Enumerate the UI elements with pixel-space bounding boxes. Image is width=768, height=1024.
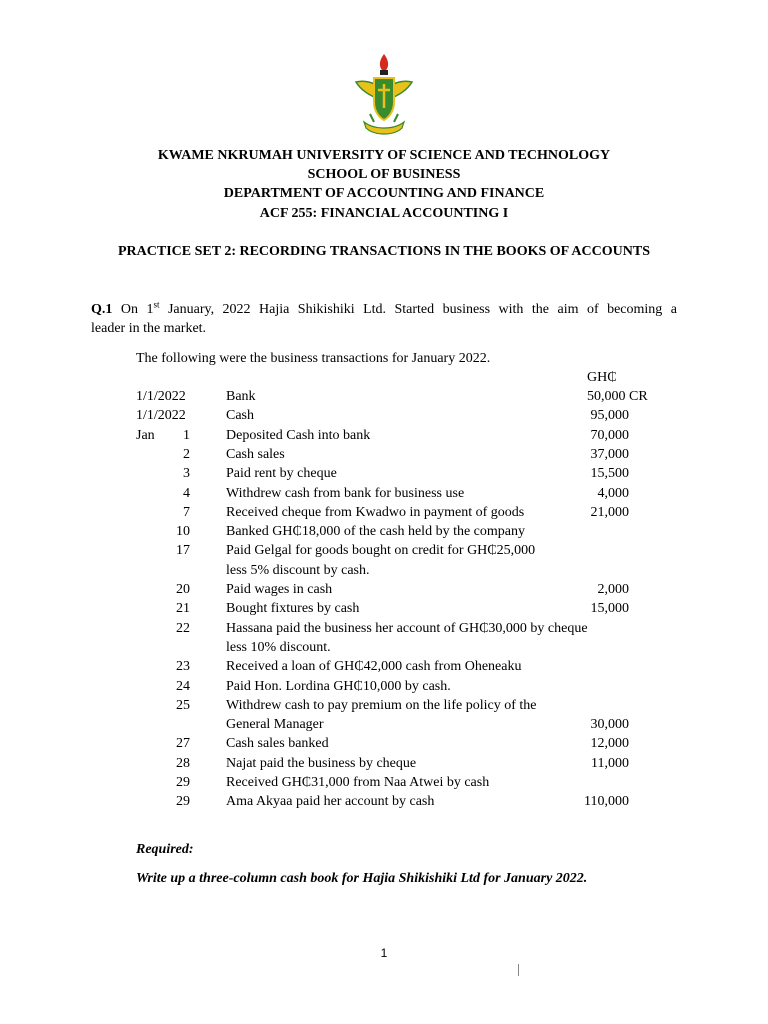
transaction-amount: 95,000 <box>590 408 629 424</box>
school-name: SCHOOL OF BUSINESS <box>307 167 461 182</box>
transaction-row <box>0 734 768 753</box>
transaction-day: 2 <box>183 446 190 462</box>
transaction-row <box>0 619 768 638</box>
transaction-description: Paid wages in cash <box>226 582 333 597</box>
transaction-day: 4 <box>183 485 190 501</box>
transaction-day: 17 <box>176 543 190 559</box>
practice-set-title: PRACTICE SET 2: RECORDING TRANSACTIONS IN THE BOOKS OF ACCOUNTS <box>118 244 650 259</box>
transaction-day: 27 <box>176 736 190 752</box>
transaction-description: Hassana paid the business her account of GH₵30,000 by cheque <box>226 620 588 636</box>
transaction-row <box>0 406 768 425</box>
transaction-row <box>0 599 768 618</box>
required-label: Required: <box>136 842 194 857</box>
transaction-row <box>0 561 768 580</box>
transaction-row <box>0 754 768 773</box>
transaction-amount: 15,000 <box>590 601 629 617</box>
transaction-amount: 21,000 <box>590 504 629 520</box>
transaction-amount: 37,000 <box>590 446 629 462</box>
transaction-day: 20 <box>176 582 190 597</box>
transaction-date: Jan <box>136 427 155 443</box>
department-name: DEPARTMENT OF ACCOUNTING AND FINANCE <box>223 186 545 201</box>
transaction-row <box>0 484 768 503</box>
transaction-date: 1/1/2022 <box>136 408 186 424</box>
transaction-description: Cash <box>226 408 254 424</box>
transaction-day: 24 <box>176 678 190 694</box>
transaction-amount: 2,000 <box>597 582 629 597</box>
transaction-row <box>0 638 768 657</box>
transaction-description: Received cheque from Kwadwo in payment of goods <box>226 504 525 520</box>
transaction-row <box>0 715 768 734</box>
transaction-row <box>0 773 768 792</box>
transaction-row <box>0 580 768 599</box>
transaction-description: Paid rent by cheque <box>226 466 337 482</box>
transaction-row <box>0 541 768 560</box>
transaction-description: Received a loan of GH₵42,000 cash from Oheneaku <box>226 659 522 675</box>
transaction-row <box>0 464 768 483</box>
transaction-day: 1 <box>183 427 190 443</box>
transaction-date: 1/1/2022 <box>136 389 186 404</box>
transaction-amount: 30,000 <box>590 717 629 733</box>
transaction-day: 21 <box>176 601 190 617</box>
transaction-row <box>0 426 768 445</box>
transaction-description: Paid Hon. Lordina GH₵10,000 by cash. <box>226 678 451 694</box>
transaction-amount: 110,000 <box>584 794 629 810</box>
transaction-amount: 15,500 <box>590 466 629 482</box>
transaction-description: Bought fixtures by cash <box>226 601 360 617</box>
transaction-row <box>0 445 768 464</box>
transaction-amount: 11,000 <box>591 755 629 771</box>
transaction-amount: 4,000 <box>597 485 629 501</box>
transactions-intro: The following were the business transactions for January 2022. <box>136 351 491 366</box>
transaction-amount: 70,000 <box>590 427 629 443</box>
transaction-row <box>0 677 768 696</box>
transaction-row <box>0 522 768 541</box>
transaction-description: less 10% discount. <box>226 639 331 655</box>
question-paragraph: Q.1 On 1st January, 2022 Hajia Shikishiki Ltd. Started business with the aim of becoming a leader in the market. <box>91 299 677 336</box>
required-text: Write up a three-column cash book for Hajia Shikishiki Ltd for January 2022. <box>136 871 588 886</box>
transaction-amount: 50,000 CR <box>587 389 648 404</box>
transaction-day: 29 <box>176 794 190 810</box>
transaction-row <box>0 657 768 676</box>
transaction-description: Najat paid the business by cheque <box>226 755 417 771</box>
transaction-day: 10 <box>176 524 190 540</box>
transaction-day: 3 <box>183 466 190 482</box>
course-title: ACF 255: FINANCIAL ACCOUNTING I <box>259 206 509 221</box>
page-number: 1 <box>380 946 388 960</box>
transaction-description: Ama Akyaa paid her account by cash <box>226 794 435 810</box>
transaction-day: 29 <box>176 775 190 790</box>
transaction-description: Deposited Cash into bank <box>226 427 371 443</box>
transaction-row <box>0 696 768 715</box>
currency-header-row <box>0 368 768 387</box>
transaction-description: Cash sales banked <box>226 736 329 752</box>
transaction-day: 22 <box>176 620 190 636</box>
transaction-row <box>0 387 768 406</box>
transaction-row <box>0 503 768 522</box>
university-crest-logo <box>354 52 414 138</box>
transaction-description: less 5% discount by cash. <box>226 562 370 578</box>
transaction-row <box>0 792 768 811</box>
text-cursor <box>518 964 519 976</box>
transaction-description: Bank <box>226 389 256 404</box>
transaction-description: Cash sales <box>226 446 285 462</box>
transaction-description: Paid Gelgal for goods bought on credit for GH₵25,000 <box>226 543 536 559</box>
transaction-description: Withdrew cash to pay premium on the life policy of the <box>226 697 537 713</box>
transaction-day: 7 <box>183 504 190 520</box>
transaction-description: Withdrew cash from bank for business use <box>226 485 465 501</box>
transaction-amount: 12,000 <box>590 736 629 752</box>
question-label: Q.1 <box>91 302 113 317</box>
transaction-day: 28 <box>176 755 190 771</box>
transaction-description: General Manager <box>226 717 324 733</box>
university-name: KWAME NKRUMAH UNIVERSITY OF SCIENCE AND TECHNOLOGY <box>157 148 611 163</box>
transaction-day: 25 <box>176 697 190 713</box>
transaction-description: Received GH₵31,000 from Naa Atwei by cash <box>226 775 490 790</box>
transaction-day: 23 <box>176 659 190 675</box>
currency-header: GH₵ <box>587 370 617 385</box>
transaction-description: Banked GH₵18,000 of the cash held by the company <box>226 524 525 540</box>
